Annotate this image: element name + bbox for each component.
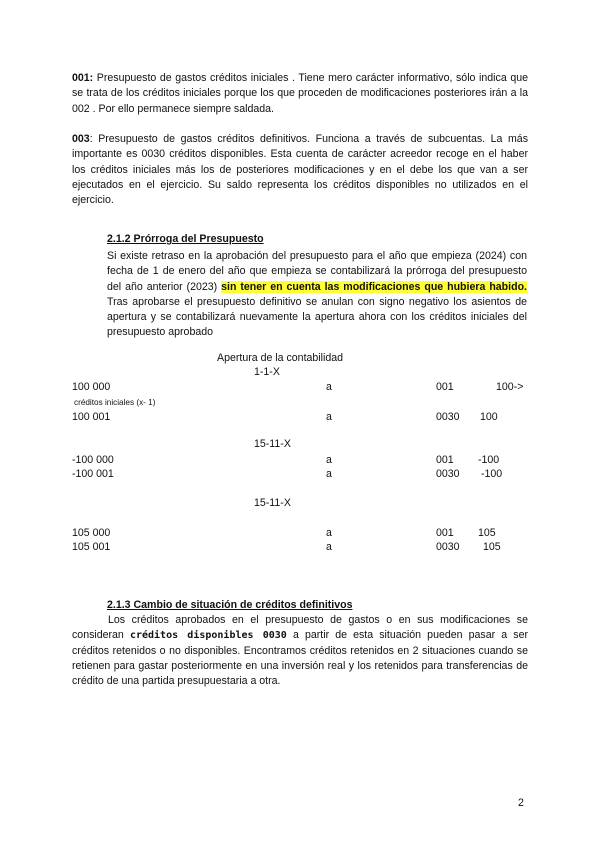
paragraph-account-003 xyxy=(72,132,528,208)
paragraph-cambio-situacion xyxy=(72,613,528,689)
ledger-date-2: 15-11-X xyxy=(254,438,291,450)
paragraph-001-text: Presupuesto de gastos créditos iniciales . Tiene mero carácter informativo, sólo indica que se trata de los créditos iniciales porque los que proceden de modificaciones posteriores irán a la 002 . Por ello permanece siempre saldada. xyxy=(72,72,528,115)
paragraph-account-001 xyxy=(72,71,528,117)
ledger-row-debit: 105 000 xyxy=(72,527,111,539)
ledger-row-credit: 0030 xyxy=(436,411,460,423)
ledger-row-credit: 0030 xyxy=(436,541,460,553)
ledger-row-a: a xyxy=(326,527,332,539)
ledger-row-debit: 100 000 xyxy=(72,381,111,393)
account-code-001: 001: xyxy=(72,72,94,84)
cambio-text-before: Los créditos aprobados en el presupuesto de gastos o en sus modificaciones se consideran xyxy=(72,614,528,642)
ledger-date-1: 1-1-X xyxy=(254,366,280,378)
ledger-row-a: a xyxy=(326,541,332,553)
prorroga-text-after: Tras aprobarse el presupuesto definitivo se anulan con signo negativo los asientos de apertura y se contabilizará nuevamente la apertura ahora con los créditos iniciales del presupuesto aprobado xyxy=(107,295,527,339)
ledger-title: Apertura de la contabilidad xyxy=(217,352,344,364)
ledger-row-amount: 105 xyxy=(483,541,501,553)
ledger-row-credit: 001 xyxy=(436,454,454,466)
section-heading-prorroga: 2.1.2 Prórroga del Presupuesto xyxy=(107,233,264,245)
ledger-note: créditos iniciales (x- 1) xyxy=(74,398,156,407)
ledger-row-credit: 0030 xyxy=(436,468,460,480)
ledger-row-a: a xyxy=(326,454,332,466)
ledger-row-amount: 105 xyxy=(478,527,496,539)
ledger-row-amount: -100 xyxy=(478,454,500,466)
cambio-text-after: a partir de esta situación pueden pasar a ser créditos retenidos o no disponibles. Encontramos créditos retenidos en 2 situaciones cuando se retienen para gastar posteriormente en una inversión real y los retenidos para transferencias de crédito de una partida presupuestaria a otra. xyxy=(72,629,528,688)
section-heading-cambio-situacion: 2.1.3 Cambio de situación de créditos definitivos xyxy=(107,599,353,611)
page-number: 2 xyxy=(518,797,524,809)
ledger-row-a: a xyxy=(326,381,332,393)
cambio-bold-term: créditos disponibles 0030 xyxy=(129,630,287,642)
account-code-003: 003 xyxy=(72,133,90,145)
ledger-row-debit: -100 000 xyxy=(72,454,114,466)
prorroga-text-before: Si existe retraso en la aprobación del presupuesto para el año que empieza (2024) con fecha de 1 de enero del año que empieza se contabilizará la prórroga del presupuesto del año anterior (2023) xyxy=(107,250,527,293)
ledger-row-debit: 105 001 xyxy=(72,541,111,553)
ledger-row-amount: 100 xyxy=(480,411,498,423)
ledger-row-credit: 001 xyxy=(436,527,454,539)
paragraph-003-text: : Presupuesto de gastos créditos definitivos. Funciona a través de subcuentas. La más importante es 0030 créditos disponibles. Esta cuenta de carácter acreedor recoge en el haber los créditos iniciales más los de posteriores modificaciones y en el debe los que van a ser ejecutados en el ejercicio. Su saldo representa los créditos disponibles no utilizados en el ejercicio. xyxy=(72,133,528,207)
ledger-row-credit: 001 xyxy=(436,381,454,393)
ledger-row-amount: -100 xyxy=(481,468,503,480)
ledger-row-debit: 100 001 xyxy=(72,411,111,423)
ledger-row-debit: -100 001 xyxy=(72,468,114,480)
prorroga-highlight: sin tener en cuenta las modificaciones que hubiera habido. xyxy=(221,280,527,293)
ledger-date-3: 15-11-X xyxy=(254,497,291,509)
ledger-row-a: a xyxy=(326,468,332,480)
paragraph-prorroga xyxy=(107,249,527,341)
ledger-row-amount: 100-> xyxy=(496,381,524,393)
ledger-row-a: a xyxy=(326,411,332,423)
